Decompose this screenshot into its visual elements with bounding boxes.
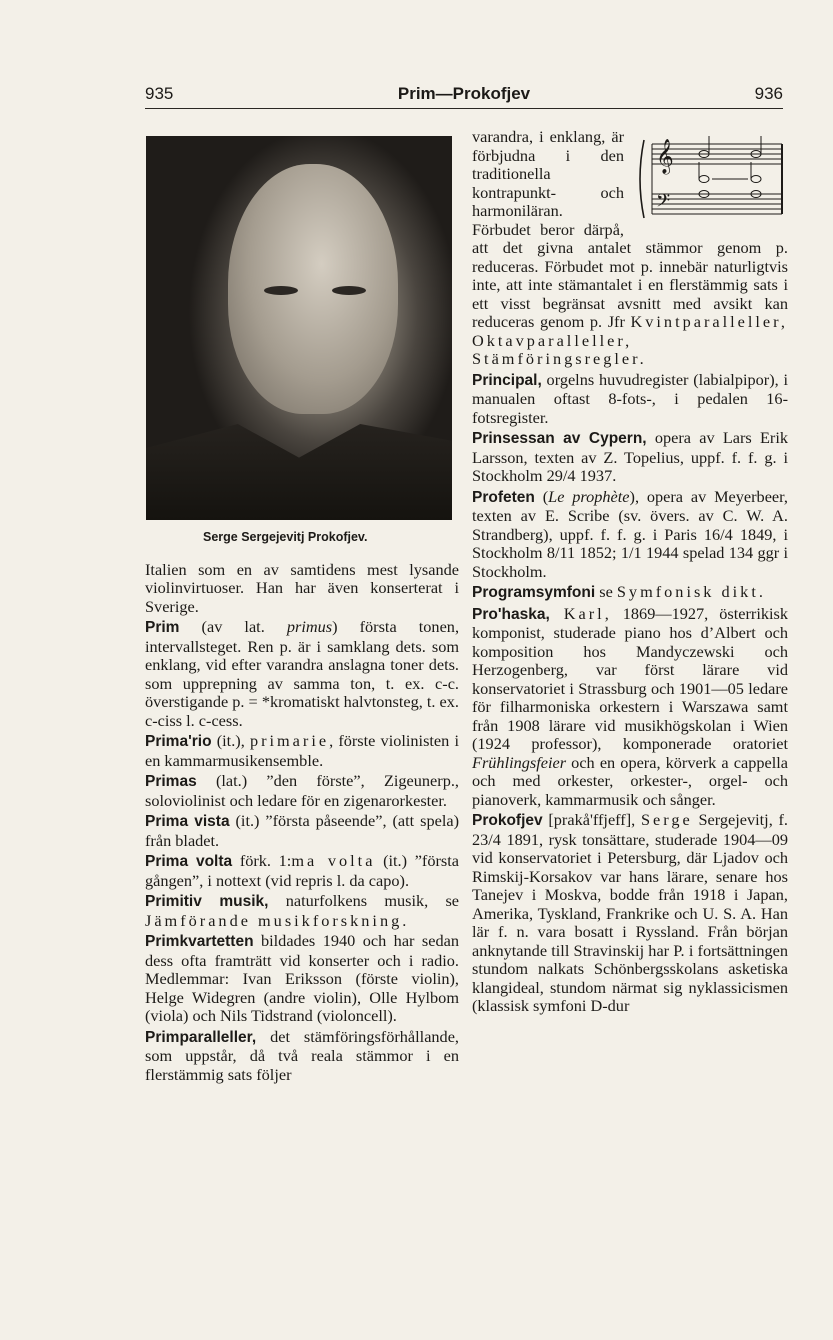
entry-prima-volta: Prima volta förk. 1:ma volta (it.) ”första gången”, i nottext (vid repris l. da capo). — [145, 851, 460, 890]
photo-caption: Serge Sergejevitj Prokofjev. — [203, 530, 368, 544]
entry-prohaska: Pro'haska, Karl, 1869—1927, österrikisk komponist, studerade piano hos d’Albert och komposition hos Mandyczewski och Herzogenberg, var först lärare vid konservatoriet i Strassburg och 1901—05 ledare för filharmoniska orkestern i Warszawa samt från 1908 lärare vid musikhögskolan i Wien (1924 professor), komponerade oratoriet Frühlingsfeier och en opera, körverk a cappella och med orkester, orkester-, orgel- och pianoverk, kammarmusik och sånger. — [472, 603, 788, 809]
continued-text: Italien som en av samtidens mest lysande violinvirtuoser. Han har även konserterat i Sverige. — [145, 559, 459, 616]
entry-principal: Principal, orgelns huvudregister (labialpipor), i manualen oftast 8-fots-, i pedalen 16-fotsregister. — [472, 369, 788, 427]
entry-programsymfoni: Programsymfoni se Symfonisk dikt. — [472, 582, 766, 601]
headword: Programsymfoni — [472, 584, 596, 601]
entry-prim: Prim (av lat. primus) första tonen, intervallsteget. Ren p. är i samklang dets. som enklang, vid efter varandra anslagna toner dets. som upprepning av samma ton, t. ex. c-c. överstigande p. = *kromatiskt halvtonsteg, t. ex. c-ciss l. c-cess. — [145, 617, 460, 730]
headword: Primparalleller, — [145, 1028, 257, 1046]
headword: Prima vista — [145, 813, 230, 830]
headword: Pro'haska, — [472, 605, 550, 623]
entry-primas: Primas (lat.) ”den förste”, Zigeunerp., soloviolinist och ledare för en zigenarorkester. — [145, 771, 459, 810]
svg-text:𝄞: 𝄞 — [656, 140, 674, 173]
page-number-right: 936 — [754, 84, 783, 103]
headword: Prima volta — [145, 853, 233, 870]
entry-primkvartetten: Primkvartetten bildades 1940 och har sedan dess ofta framträtt vid konserter och i radio. Medlemmar: Ivan Eriksson (förste violin), Helge Widegren (andre violin), Olle Hylbom (viola) och Nils Tidstrand (violoncell). — [145, 931, 459, 1025]
headword: Primas — [145, 773, 197, 790]
headword: Prokofjev — [472, 812, 543, 829]
headword: Prim — [145, 619, 180, 636]
entry-profeten: Profeten (Le prophète), opera av Meyerbeer, texten av E. Scribe (sv. övers. av C. W. A. Strandberg), uppf. f. f. g. i Paris 16/4 1849, i Stockholm 8/11 1852; 1/1 1944 spelad 134 ggr i Stockholm. — [472, 486, 788, 581]
portrait-eye-right — [332, 286, 366, 295]
portrait-eye-left — [264, 286, 298, 295]
entry-primitiv-musik: Primitiv musik, naturfolkens musik, se Jämförande musikforskning. — [145, 891, 460, 930]
headword: Prima'rio — [145, 733, 212, 750]
entry-primario: Prima'rio (it.), primarie, förste violinisten i en kammarmusikensemble. — [145, 731, 459, 770]
page-header — [145, 84, 783, 109]
svg-text:𝄢: 𝄢 — [656, 190, 671, 215]
continued-text: varandra, i enklang, är förbjudna i den traditionella kontrapunkt- och harmoniläran. Förbudet beror därpå, att det givna antalet stämmor genom p. reduceras. Förbudet mot p. innebär naturligtvis inte, att inte stämantalet i en flerstämmig sats i ett visst begränsat avsnitt med avsikt kan reduceras genom p. Jfr Kvintparalleller, Oktavparalleller, Stämföringsregler. — [472, 127, 788, 368]
entry-prokofjev: Prokofjev [prakå'ffjeff], Serge Sergejevitj, f. 23/4 1891, rysk tonsättare, studerade 1904—09 vid konservatoriet i Petersburg, där Ljadov och Rimskij-Korsakov var hans lärare, senare hos Tanejev i Moskva, bodde från 1918 i Japan, Amerika, Tyskland, Frankrike och U. S. A. Han lär f. n. vara bosatt i Ryssland. Från början anknytande till Stravinskij har P. i fortsättningen stundom nalkats Schönbergsskolans asketiska klangideal, stundom närmat sig nyklassicismen (klassisk symfoni D-dur — [472, 810, 788, 1015]
headword: Principal, — [472, 371, 542, 389]
headword: Profeten — [472, 488, 535, 506]
entry-primparalleller: Primparalleller, det stämföringsförhållande, som uppstår, då två reala stämmor i en flerstämmig sats följer — [145, 1026, 459, 1084]
headword: Primitiv musik, — [145, 893, 269, 910]
portrait-suit — [146, 400, 452, 520]
portrait-face — [228, 164, 398, 414]
headword: Prinsessan av Cypern, — [472, 430, 647, 447]
right-column — [472, 128, 788, 1016]
music-notation-example — [632, 132, 788, 222]
left-column — [145, 128, 459, 1084]
entry-prinsessan-av-cypern: Prinsessan av Cypern, opera av Lars Erik Larsson, texten av Z. Topelius, uppf. f. f. g. i Stockholm 29/4 1937. — [472, 428, 789, 485]
headword: Primkvartetten — [145, 933, 254, 950]
portrait-photo — [146, 136, 452, 520]
entry-prima-vista: Prima vista (it.) ”första påseende”, (att spela) från bladet. — [145, 811, 460, 850]
page-number-left: 935 — [145, 84, 174, 103]
running-title: Prim—Prokofjev — [397, 84, 531, 103]
